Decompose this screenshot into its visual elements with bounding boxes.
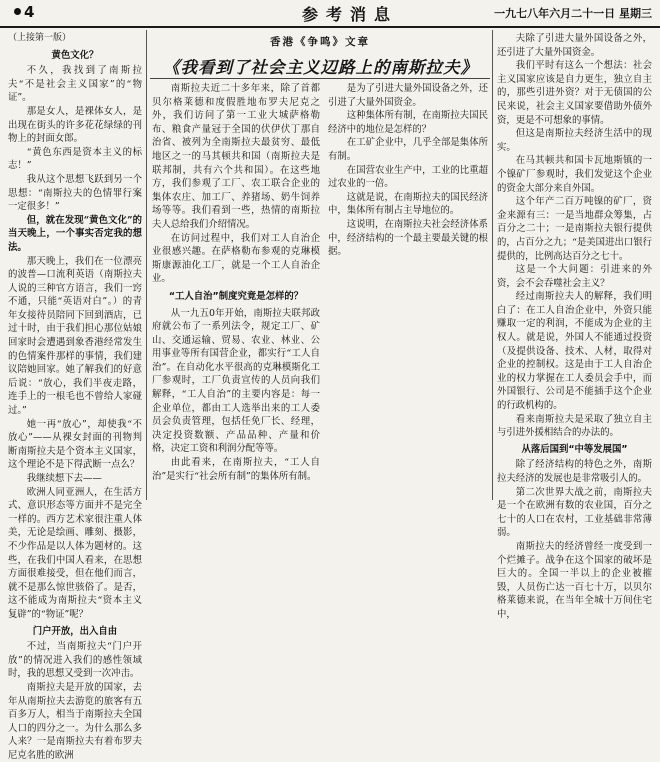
paragraph: 南斯拉夫的经济曾经一度受到一个烂摊子。战争在这个国家的破坏是巨大的。全国一半以上的企业被摧毁，人员伤亡达一百七十万，以贝尔格莱德来说，在当年全城十万间住宅中， (497, 540, 652, 620)
paragraph: 不久，我找到了南斯拉夫“不是社会主义国家”的“物证”。 (8, 65, 142, 104)
paragraph: 南斯拉夫是开放的国家，去年从南斯拉夫去游览的旅客有五百多万人，相当于南斯拉夫全国人口的四分之一。为什么那么多人来？一是南斯拉夫有着布罗夫尼克名胜的欧洲 (8, 681, 142, 761)
paragraph: 除了经济结构的特色之外，南斯拉夫经济的发展也是非常吸引人的。 (497, 459, 652, 484)
left-column (8, 32, 142, 762)
section-subtitle: 门户开放，出入自由 (32, 625, 118, 637)
mid-right-column (328, 82, 488, 259)
paragraph: 我们平时有这么一个想法：社会主义国家应该是自力更生，独立自主的，那些引进外资？对于无债国的公民来说，社会主义国家要借助外债外资，更是不可想象的事情。 (497, 60, 652, 126)
paragraph: 是为了引进大量外国设备之外，还引进了大量外国资金。 (328, 83, 488, 108)
paragraph: 在访问过程中，我们对工人自治企业很感兴趣。在萨格勒布参观的克琳模斯康源油化工厂，就是一个工人自治企业。 (152, 232, 320, 285)
paragraph: 我从这个思想飞跃到另一个思想：“南斯拉夫的色情罪行案一定很多！” (8, 173, 142, 213)
section-subtitle: “工人自治”制度究竟是怎样的？ (168, 290, 304, 302)
paragraph: 那是女人，是裸体女人，是出现在街头的许多花花绿绿的刊物上的封面女郎。 (8, 105, 142, 145)
mid-left-column (152, 82, 320, 483)
article-headline: 《我看到了社会主义辺路上的南斯拉夫》 (163, 58, 478, 77)
paragraph: 这是一个大问题：引进来的外资，会不会吞噬社会主义？ (497, 264, 652, 289)
paragraph: 欧洲人同亚洲人，在生活方式、意识形态等方面并不是完全一样的。西方艺术家很注重人体美，无论是绘画、雕刻、摄影，不少作品是以人体为题材的。这些，在我们中国人看来，在思想方面很难接受，但在他们而言，就不是那么惊世骇俗了。是否，这不能成为南斯拉夫“资本主义复辟”的“物证”呢？ (8, 486, 142, 620)
paragraph: 这种集体所有制，在南斯拉夫国民经济中的地位是怎样的？ (328, 110, 488, 135)
paragraph: 在工矿企业中，几乎全部是集体所有制。 (328, 137, 488, 162)
right-column (497, 32, 652, 622)
section-subtitle: 黄色文化？ (51, 49, 99, 61)
paragraph: 第二次世界大战之前，南斯拉夫是一个在欧洲有数的农业国，百分之七十的人口在农村，工业基础非常薄弱。 (497, 486, 652, 539)
paragraph: 她一再“放心”，却使我“不放心”——从裸女封面的刊物判断南斯拉夫是个资本主义国家，这个理论不是下得武断一点么？ (8, 418, 142, 471)
paragraph: 在马其顿共和国卡瓦地斯镇的一个镍矿厂参观时，我们发觉这个企业的资金大部分来自外国。 (497, 155, 652, 194)
paragraph: 看来南斯拉夫是采取了独立自主与引进外援相结合的办法的。 (497, 413, 652, 439)
column-divider (492, 30, 493, 500)
section-subtitle: 从落后国到“中等发展国” (521, 443, 628, 455)
continuation-note: （上接第一版） (8, 33, 72, 43)
paragraph: 南斯拉夫近二十多年来，除了首都贝尔格莱德和度假胜地布罗夫尼克之外，我们访问了第一工业大城萨格勒布、粮食产量冠于全国的伏伊伏丁那自治省、被列为全南斯拉夫最贫穷、最低地区之一的马其顿共和国（南斯拉夫是联邦制，共有六个共和国）。在这些地方，我们参观了工厂、农工联合企业的集体农庄、加工厂、养猪场、奶牛饲养场等等。我们看到一些，热情的南斯拉夫人总给我们介绍情况。 (152, 83, 320, 230)
bullet-icon (14, 8, 21, 15)
issue-date: 一九七八年六月二十一日 星期三 (494, 7, 652, 20)
paragraph: 这说明，在南斯拉夫社会经济体系中，经济结构的一个最主要最关键的根据。 (328, 218, 488, 258)
paragraph: 经过南斯拉夫人的解释，我们明白了：在工人自治企业中，外资只能赚取一定的利润，不能成为企业的主权人。就是说，外国人不能通过投资（及提供设备、技术、人材，取得对企业的控制权。这是由于工人自治企业的权力掌握在工人委员会手中，而外国银行、公司是不能插手这个企业的行政机构的。 (497, 291, 652, 412)
paragraph: 但，就在发现“黄色文化”的当天晚上，一个事实否定我的想法。 (8, 214, 142, 253)
paragraph: “黄色东西是资本主义的标志！” (8, 146, 142, 172)
page-number: 4 (14, 3, 34, 21)
paper-name: 参考消息 (301, 5, 398, 24)
paragraph: 这个年产二百万吨镍的矿厂，资金来源有三：一是当地群众筹集，占百分之二十；一是南斯拉夫银行提供的，占百分之九；“是美国进出口银行提供的，比例高达百分之七十。 (497, 196, 652, 262)
paragraph: 由此看来，在南斯拉夫，“工人自治”是实行“社会所有制”的集体所有制。 (152, 457, 320, 482)
paragraph: 那天晚上，我们在一位漂亮的波普—口流利英语（南斯拉夫人说的三种官方语言，我们一窍不通，只能“英语对白”。）的青年女接待员陪同下回到酒店，已过十时，由于我们担心那位姑娘回家时会遭遇到象香港经常发生的色情案件那样的事情，我们建议陪她回家。她了解我们的好意后说：“放心，我们半夜走路，连手上的一根毛也不曾给人家碰过。” (8, 255, 142, 417)
masthead (0, 0, 660, 28)
paragraph: 夫除了引进大量外国设备之外，还引进了大量外国资金。 (497, 33, 652, 58)
paragraph: 但这是南斯拉夫经济生活中的现实。 (497, 128, 652, 153)
headline-rule (150, 78, 490, 79)
paragraph: 这就是说，在南斯拉夫的国民经济中，集体所有制占主导地位的。 (328, 191, 488, 217)
column-divider (146, 30, 147, 500)
paragraph: 从一九五0年开始，南斯拉夫联邦政府就公布了一系列法令，规定工厂、矿山、交通运输、贸易、农业、林业、公用事业等所有国营企业，都实行“工人自治”。在自动化水平很高的克琳模斯化工厂参观时，工厂负责宣传的人员向我们解释，“工人自治”的主要内容是：每一企业单位，都由工人选举出来的工人委员会负责管理，包括任免厂长、经理，决定投资数额、产品品种、产量和价格，决定工资和利润分配等等。 (152, 307, 320, 455)
paragraph: 我继续想下去—— (26, 473, 102, 484)
paragraph: 不过，当南斯拉夫“门户开放”的情况进入我们的感性领域时，我的思想又受到一次冲击。 (8, 641, 142, 680)
paragraph: 在国营农业生产中，工业的比重超过农业的一倍。 (328, 164, 488, 190)
article-kicker: 香港《争鸣》文章 (270, 36, 370, 48)
